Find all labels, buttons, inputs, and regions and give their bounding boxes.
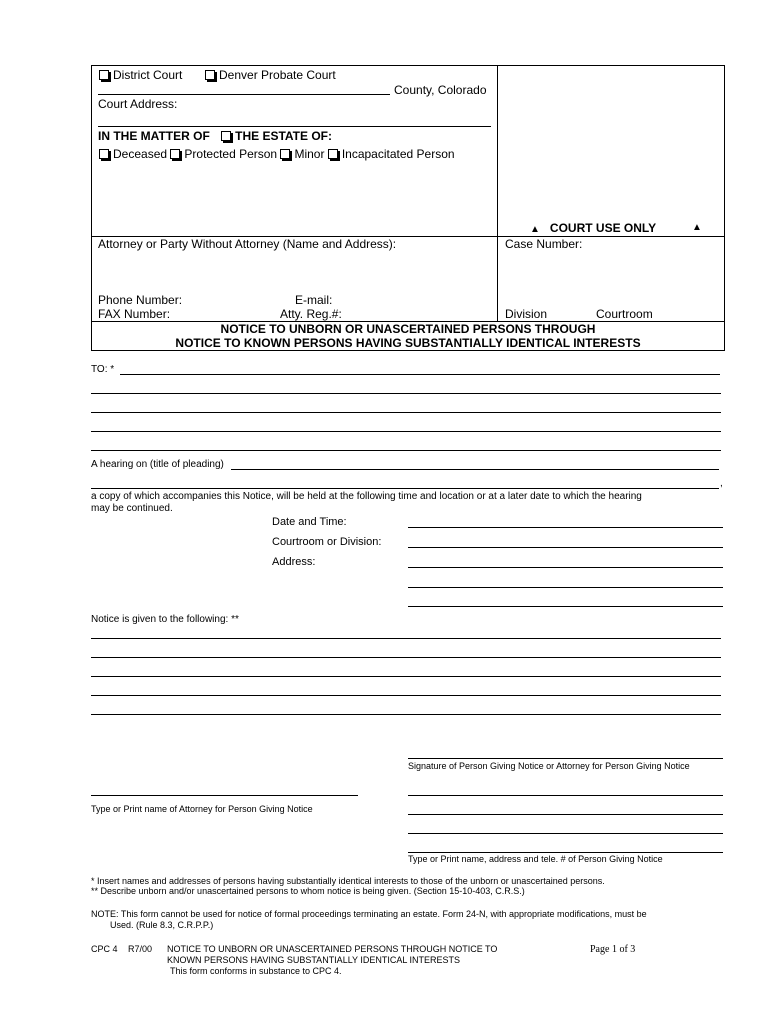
court-option-district[interactable]: District Court bbox=[99, 68, 182, 82]
courtroom-division-label: Courtroom or Division: bbox=[272, 536, 382, 548]
footnote-note-b: Used. (Rule 8.3, C.R.P.P.) bbox=[110, 920, 214, 930]
court-address-field[interactable] bbox=[98, 126, 491, 127]
footer-title-line-1: NOTICE TO UNBORN OR UNASCERTAINED PERSONS THROUGH NOTICE TO bbox=[167, 944, 498, 954]
courtroom-label: Courtroom bbox=[596, 307, 653, 321]
form-title-line-1: NOTICE TO UNBORN OR UNASCERTAINED PERSONS THROUGH bbox=[220, 322, 596, 336]
hearing-comma: , bbox=[720, 478, 723, 489]
court-address-label: Court Address: bbox=[98, 97, 178, 111]
notice-given-line[interactable] bbox=[91, 714, 721, 715]
footer-page-label: Page 1 of 3 bbox=[590, 944, 636, 955]
county-field[interactable] bbox=[98, 94, 390, 95]
to-field-line[interactable] bbox=[91, 431, 721, 432]
to-field[interactable] bbox=[120, 374, 720, 375]
email-label: E-mail: bbox=[295, 293, 333, 307]
date-time-field[interactable] bbox=[408, 527, 723, 528]
notice-given-label: Notice is given to the following: ** bbox=[91, 614, 239, 625]
address-field-3[interactable] bbox=[408, 606, 723, 607]
person-info-line[interactable] bbox=[408, 814, 723, 815]
person-info-line[interactable] bbox=[408, 795, 723, 796]
court-option-denver-probate[interactable]: Denver Probate Court bbox=[205, 68, 336, 82]
signature-caption: Signature of Person Giving Notice or Attorney for Person Giving Notice bbox=[408, 761, 690, 771]
division-label: Division bbox=[505, 307, 548, 321]
hearing-label: A hearing on (title of pleading) bbox=[91, 459, 224, 470]
footer-form-id: CPC 4 bbox=[91, 944, 118, 954]
fax-label: FAX Number: bbox=[98, 307, 171, 321]
attorney-name-line[interactable] bbox=[91, 795, 358, 796]
up-arrow-icon: ▲ bbox=[692, 222, 702, 233]
caption-divider-vertical bbox=[497, 65, 498, 321]
footnote-2: ** Describe unborn and/or unascertained persons to whom notice is being given. (Section 15-10-403, C.R.S.) bbox=[91, 886, 525, 896]
checkbox-icon[interactable] bbox=[170, 149, 180, 159]
case-number-label: Case Number: bbox=[505, 237, 583, 251]
notice-given-line[interactable] bbox=[91, 638, 721, 639]
person-type-minor[interactable]: Minor bbox=[280, 147, 324, 161]
checkbox-icon[interactable] bbox=[328, 149, 338, 159]
copy-text-1: a copy of which accompanies this Notice, will be held at the following time and location or at a later date to which the hearing bbox=[91, 491, 642, 502]
notice-given-line[interactable] bbox=[91, 695, 721, 696]
footer-revision: R7/00 bbox=[128, 944, 153, 954]
county-suffix: County, Colorado bbox=[394, 83, 487, 97]
checkbox-icon[interactable] bbox=[221, 131, 231, 141]
address-field-1[interactable] bbox=[408, 567, 723, 568]
person-type-protected[interactable]: Protected Person bbox=[170, 147, 277, 161]
copy-text-2: may be continued. bbox=[91, 503, 173, 514]
form-title-line-2: NOTICE TO KNOWN PERSONS HAVING SUBSTANTIALLY IDENTICAL INTERESTS bbox=[175, 336, 641, 350]
hearing-title-field[interactable] bbox=[231, 469, 719, 470]
address-field-2[interactable] bbox=[408, 587, 723, 588]
checkbox-icon[interactable] bbox=[280, 149, 290, 159]
attorney-label: Attorney or Party Without Attorney (Name and Address): bbox=[98, 237, 397, 251]
notice-given-line[interactable] bbox=[91, 657, 721, 658]
date-time-label: Date and Time: bbox=[272, 516, 347, 528]
person-type-options bbox=[99, 147, 455, 161]
up-arrow-icon: ▲ bbox=[530, 224, 540, 235]
phone-label: Phone Number: bbox=[98, 293, 183, 307]
person-type-deceased[interactable]: Deceased bbox=[99, 147, 167, 161]
hearing-title-field-2[interactable] bbox=[91, 488, 719, 489]
checkbox-icon[interactable] bbox=[99, 70, 109, 80]
to-field-line[interactable] bbox=[91, 450, 721, 451]
signature-line[interactable] bbox=[408, 758, 723, 759]
person-info-line[interactable] bbox=[408, 852, 723, 853]
footer-title-line-2: KNOWN PERSONS HAVING SUBSTANTIALLY IDENTICAL INTERESTS bbox=[167, 955, 461, 965]
footnote-1: * Insert names and addresses of persons having substantially identical interests to those of the unborn or unascertained persons. bbox=[91, 876, 605, 886]
person-info-line[interactable] bbox=[408, 833, 723, 834]
to-label: TO: * bbox=[91, 364, 115, 375]
notice-given-line[interactable] bbox=[91, 676, 721, 677]
checkbox-icon[interactable] bbox=[205, 70, 215, 80]
checkbox-icon[interactable] bbox=[99, 149, 109, 159]
matter-heading: IN THE MATTER OF THE ESTATE OF: bbox=[98, 129, 333, 143]
court-use-only: ▲ COURT USE ONLY bbox=[530, 221, 657, 235]
person-caption: Type or Print name, address and tele. # of Person Giving Notice bbox=[408, 854, 663, 864]
address-label: Address: bbox=[272, 556, 316, 568]
footnote-note-a: NOTE: This form cannot be used for notice of formal proceedings terminating an estate. Form 24-N, with appropriate modifications, must be bbox=[91, 909, 647, 919]
courtroom-division-field[interactable] bbox=[408, 547, 723, 548]
to-field-line[interactable] bbox=[91, 412, 721, 413]
atty-reg-label: Atty. Reg.#: bbox=[280, 307, 342, 321]
attorney-name-caption: Type or Print name of Attorney for Person Giving Notice bbox=[91, 804, 313, 814]
to-field-line[interactable] bbox=[91, 393, 721, 394]
person-type-incapacitated[interactable]: Incapacitated Person bbox=[328, 147, 455, 161]
footer-conform-text: This form conforms in substance to CPC 4. bbox=[170, 966, 342, 976]
